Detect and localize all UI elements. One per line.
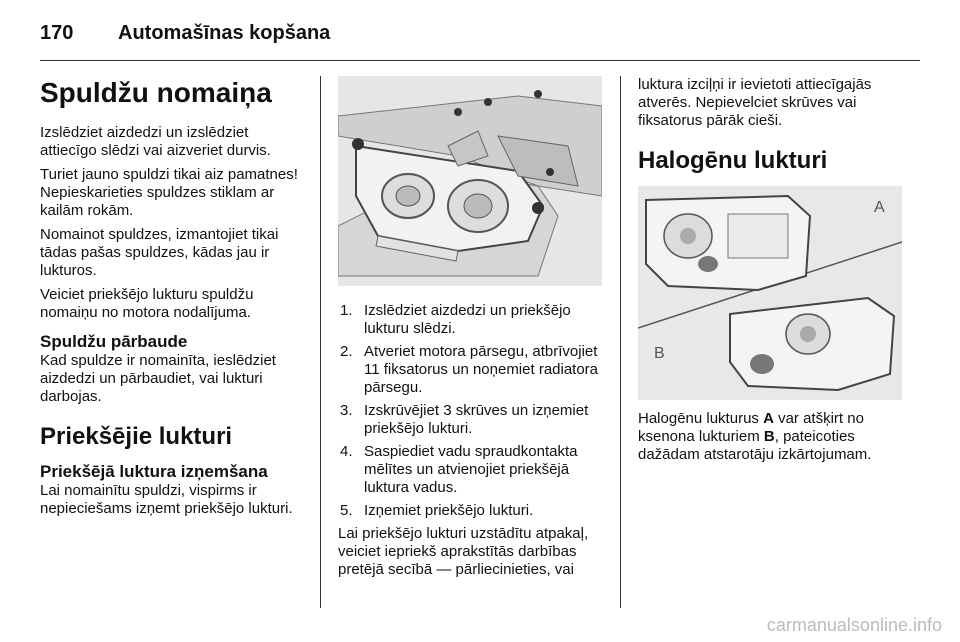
paragraph: Turiet jauno spuldzi tikai aiz pamatnes! Nepieskarieties spuldzes stiklam ar kailām rokām. — [40, 166, 298, 219]
section-title-halogen-headlights: Halogēnu lukturi — [638, 147, 828, 174]
headlight-comparison-drawing — [638, 186, 902, 400]
figure-label-a: A — [874, 199, 885, 216]
figure-caption: Halogēnu lukturus A var atšķirt no ksenona lukturiem B, pateicoties dažādam atstarotāju izkārtojumam. — [638, 410, 872, 463]
header-rule — [40, 60, 920, 61]
column-3 — [638, 76, 908, 470]
halogen-vs-xenon-illustration — [638, 186, 902, 400]
list-item: 5. Izņemiet priekšējo lukturi. — [340, 502, 534, 519]
page-number: 170 — [40, 22, 74, 44]
subheading-headlight-removal: Priekšējā luktura izņemšana — [40, 462, 268, 481]
column-divider-2 — [620, 76, 621, 608]
subheading-bulb-check: Spuldžu pārbaude — [40, 332, 188, 351]
headlight-removal-illustration — [338, 76, 602, 286]
paragraph: Lai nomainītu spuldzi, vispirms ir nepieciešams izņemt priekšējo lukturi. — [40, 482, 293, 517]
figure-label-b: B — [654, 345, 665, 362]
paragraph: Lai priekšējo lukturi uzstādītu atpakaļ, veiciet iepriekš aprakstītās darbības pretējā secībā — pārliecinieties, vai — [338, 525, 589, 578]
list-item: 2. Atveriet motora pārsegu, atbrīvojiet 11 fiksatorus un noņemiet radiatora pārsegu. — [340, 343, 599, 396]
watermark: carmanualsonline.info — [766, 615, 942, 635]
section-title-headlights: Priekšējie lukturi — [40, 423, 233, 450]
section-title-bulb-replacement: Spuldžu nomaiņa — [40, 77, 272, 108]
paragraph: Izslēdziet aizdedzi un izslēdziet attiecīgo slēdzi vai aizveriet durvis. — [40, 124, 271, 159]
paragraph: Veiciet priekšējo lukturu spuldžu nomaiņu no motora nodalījuma. — [40, 286, 254, 321]
paragraph: Nomainot spuldzes, izmantojiet tikai tādas pašas spuldzes, kādas jau ir lukturos. — [40, 226, 279, 279]
column-1 — [40, 70, 302, 524]
removal-steps-list — [338, 302, 604, 520]
paragraph: luktura izciļņi ir ievietoti attiecīgajās atverēs. Nepievelciet skrūves vai fiksatorus pārāk cieši. — [638, 76, 872, 129]
page-header — [40, 18, 920, 58]
header-title: Automašīnas kopšana — [118, 22, 331, 44]
list-item: 1. Izslēdziet aizdedzi un priekšējo lukturu slēdzi. — [340, 302, 571, 337]
column-2 — [338, 76, 604, 585]
column-divider-1 — [320, 76, 321, 608]
headlight-assembly-drawing — [338, 76, 602, 286]
list-item: 3. Izskrūvējiet 3 skrūves un izņemiet priekšējo lukturi. — [340, 402, 589, 437]
paragraph: Kad spuldze ir nomainīta, ieslēdziet aizdedzi un pārbaudiet, vai lukturi darbojas. — [40, 352, 276, 405]
list-item: 4. Saspiediet vadu spraudkontakta mēlītes un atvienojiet priekšējā luktura vadus. — [340, 443, 578, 496]
